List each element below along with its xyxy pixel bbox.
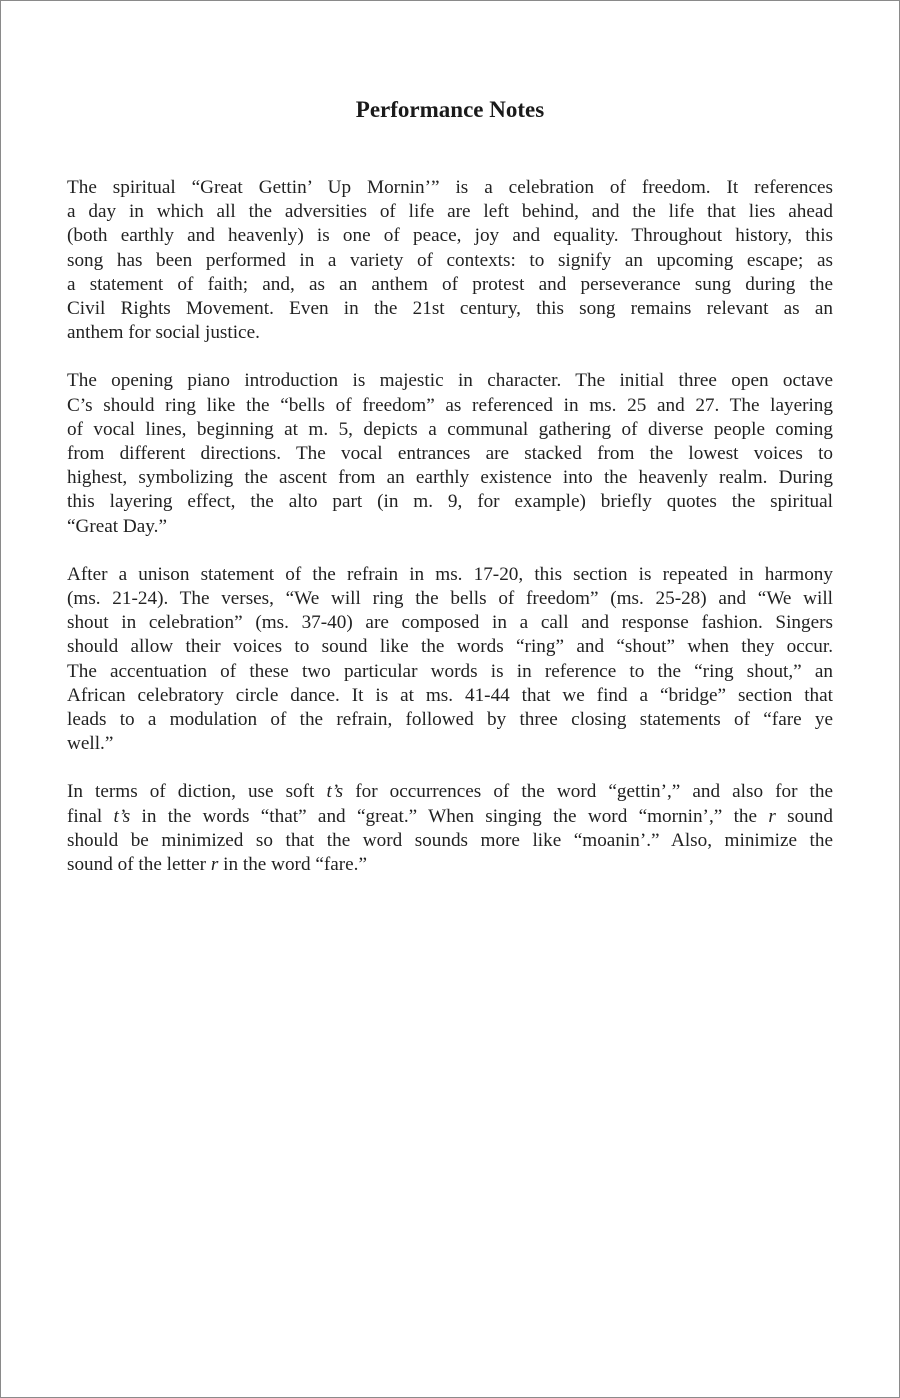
text-line: a day in which all the adversities of life are left behind, and the life that lies ahead <box>67 201 833 223</box>
text-segment: sound <box>775 805 833 827</box>
text-line: highest, symbolizing the ascent from an earthly existence into the heavenly realm. During <box>67 467 833 489</box>
italic-letter: t’s <box>113 805 131 827</box>
text-line: should allow their voices to sound like the words “ring” and “shout” when they occur. <box>67 636 833 658</box>
text-line: of vocal lines, beginning at m. 5, depicts a communal gathering of diverse people coming <box>67 418 833 440</box>
text-line: song has been performed in a variety of contexts: to signify an upcoming escape; as <box>67 249 833 271</box>
text-line: shout in celebration” (ms. 37-40) are composed in a call and response fashion. Singers <box>67 612 833 634</box>
text-line: “Great Day.” <box>67 515 167 537</box>
performance-notes-body <box>67 176 833 877</box>
paragraph-piano-introduction <box>67 369 833 538</box>
text-line: should be minimized so that the word sounds more like “moanin’.” Also, minimize the <box>67 829 833 851</box>
text-line: C’s should ring like the “bells of freedom” as referenced in ms. 25 and 27. The layering <box>67 394 833 416</box>
text-line: African celebratory circle dance. It is at ms. 41-44 that we find a “bridge” section that <box>67 684 833 706</box>
italic-letter: r <box>768 805 776 827</box>
text-line: well.” <box>67 733 114 755</box>
text-line: The accentuation of these two particular words is in reference to the “ring shout,” an <box>67 660 833 682</box>
text-line: a statement of faith; and, as an anthem of protest and perseverance sung during the <box>67 273 833 295</box>
text-line: Civil Rights Movement. Even in the 21st century, this song remains relevant as an <box>67 298 833 320</box>
italic-letter: r <box>210 854 219 876</box>
text-line: from different directions. The vocal entrances are stacked from the lowest voices to <box>67 443 833 465</box>
paragraph-refrain-and-verses <box>67 563 833 757</box>
text-segment: In terms of diction, use soft <box>67 781 327 803</box>
text-line: leads to a modulation of the refrain, followed by three closing statements of “fare ye <box>67 709 833 731</box>
text-segment: sound of the letter <box>67 854 211 876</box>
text-line: The opening piano introduction is majestic in character. The initial three open octave <box>67 370 833 392</box>
paragraph-introduction <box>67 176 833 345</box>
text-segment: final <box>67 805 114 827</box>
paragraph-diction <box>67 780 833 877</box>
text-segment: in the words “that” and “great.” When singing the word “mornin’,” the <box>130 805 769 827</box>
text-line <box>67 805 833 829</box>
text-line: this layering effect, the alto part (in m. 9, for example) briefly quotes the spiritual <box>67 491 833 513</box>
italic-letter: t’s <box>326 781 344 803</box>
text-line <box>67 853 833 877</box>
text-segment: for occurrences of the word “gettin’,” and also for the <box>343 781 833 803</box>
text-segment: in the word “fare.” <box>218 854 367 876</box>
text-line: The spiritual “Great Gettin’ Up Mornin’” is a celebration of freedom. It references <box>67 177 833 198</box>
text-line <box>67 780 833 804</box>
text-line: (both earthly and heavenly) is one of peace, joy and equality. Throughout history, this <box>67 225 833 247</box>
page-title: Performance Notes <box>355 97 545 122</box>
text-line: (ms. 21-24). The verses, “We will ring the bells of freedom” (ms. 25-28) and “We will <box>67 588 833 610</box>
text-line: anthem for social justice. <box>67 322 260 344</box>
text-line: After a unison statement of the refrain in ms. 17-20, this section is repeated in harmony <box>67 563 833 585</box>
